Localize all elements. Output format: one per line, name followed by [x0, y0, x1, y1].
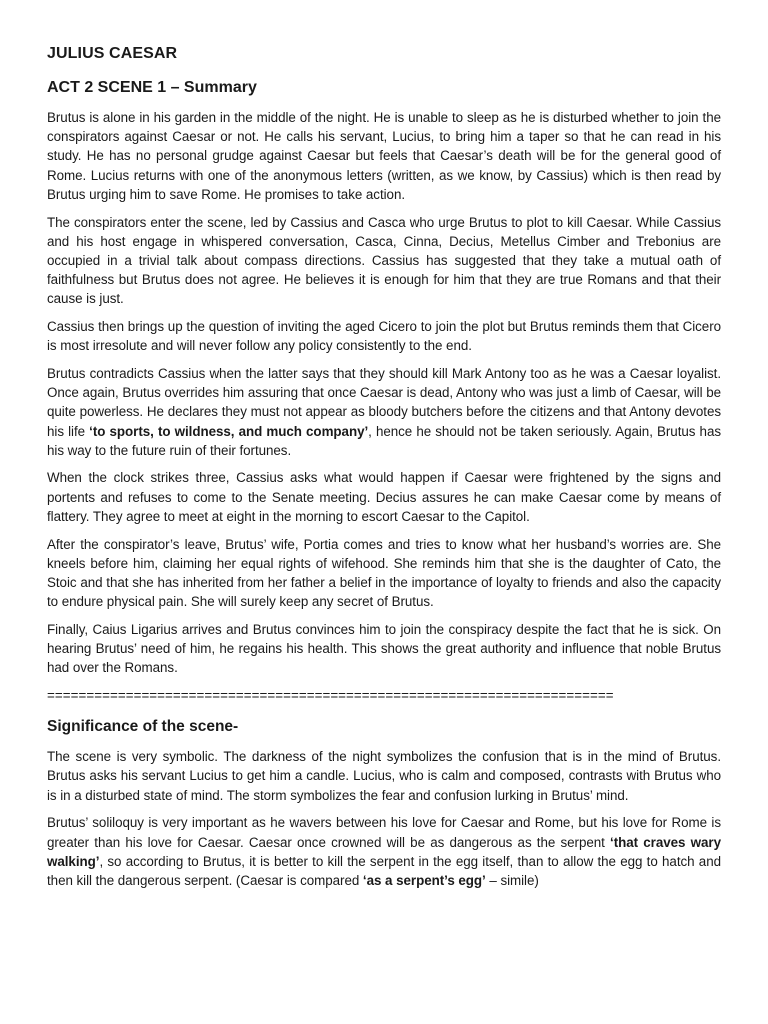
summary-paragraph-3: Cassius then brings up the question of inviting the aged Cicero to join the plot but Brutus reminds them that Cicero is most irresolute and will never follow any policy consistently to the end. — [47, 319, 721, 354]
sig-quote-2: ‘as a serpent’s egg’ — [362, 872, 486, 888]
summary-paragraph-5: When the clock strikes three, Cassius asks what would happen if Caesar were frightened by the signs and portents and refuses to come to the Senate meeting. Decius assures he can make Caesar come by means of flattery. They agree to meet at eight in the morning to escort Caesar to the Capitol. — [47, 470, 721, 524]
p4-text-after: , hence he should not be taken seriously. Again, Brutus has his way to the future ruin of their fortunes. — [47, 423, 721, 458]
p4-quote: ‘to sports, to wildness, and much company’ — [89, 423, 369, 439]
section-divider: ======================================================================== — [47, 687, 614, 703]
summary-paragraph-4 — [47, 364, 721, 460]
summary-heading: ACT 2 SCENE 1 – Summary — [47, 79, 257, 96]
significance-heading: Significance of the scene- — [47, 718, 239, 736]
summary-paragraph-2: The conspirators enter the scene, led by Cassius and Casca who urge Brutus to plot to kill Caesar. While Cassius and his host engage in whispered conversation, Casca, Cinna, Decius, Metellus Cimber and Trebonius are occupied in a trivial talk about compass directions. Cassius has suggested that they take a mutual oath of faithfulness but Brutus does not agree. He believes it is enough for him that they are true Romans and that their cause is just. — [47, 214, 721, 307]
significance-paragraph-2 — [47, 813, 721, 890]
summary-paragraph-6: After the conspirator’s leave, Brutus’ wife, Portia comes and tries to know what her husband’s worries are. She kneels before him, claiming her equal rights of wifehood. She reminds him that she is the daughter of Cato, the Stoic and that she has inherited from her father a belief in the importance of loyalty to friends and also the capacity to endure physical pain. She will surely keep any secret of Brutus. — [47, 536, 721, 610]
sig-text-3: – simile) — [485, 872, 539, 888]
sig-text-2: , so according to Brutus, it is better to kill the serpent in the egg itself, than to allow the egg to hatch and then kill the dangerous serpent. (Caesar is compared — [47, 853, 721, 888]
summary-paragraph-7: Finally, Caius Ligarius arrives and Brutus convinces him to join the conspiracy despite the fact that he is sick. On hearing Brutus’ need of him, he regains his health. This shows the great authority and influence that noble Brutus had over the Romans. — [47, 621, 721, 676]
summary-paragraph-1: Brutus is alone in his garden in the middle of the night. He is unable to sleep as he is disturbed whether to join the conspirators against Caesar or not. He calls his servant, Lucius, to bring him a taper so that he can read in his study. He has no personal grudge against Caesar but feels that Caesar’s death will be for the general good of Rome. Lucius returns with one of the anonymous letters (written, as we know, by Cassius) which is then read by Brutus urging him to save Rome. He promises to take action. — [47, 110, 721, 202]
p4-text-before: Brutus contradicts Cassius when the latter says that they should kill Mark Antony too as he was a Caesar loyalist. Once again, Brutus overrides him assuring that once Caesar is dead, Antony who was just a limb of Caesar, will be quite powerless. He declares they must not appear as bloody butchers before the citizens and that Antony devotes his life — [47, 365, 721, 439]
document-title: JULIUS CAESAR — [47, 45, 178, 62]
sig-text-1: Brutus’ soliloquy is very important as he wavers between his love for Caesar and Rome, but his love for Rome is greater than his love for Caesar. Caesar once crowned will be as dangerous as the serpent — [47, 815, 721, 850]
sig-quote-1: ‘that craves wary walking’ — [47, 834, 721, 869]
significance-paragraph-1: The scene is very symbolic. The darkness of the night symbolizes the confusion that is in the mind of Brutus. Brutus asks his servant Lucius to get him a candle. Lucius, who is calm and composed, contrasts with Brutus who is in a disturbed state of mind. The storm symbolizes the fear and confusion lurking in Brutus’ mind. — [47, 749, 721, 803]
